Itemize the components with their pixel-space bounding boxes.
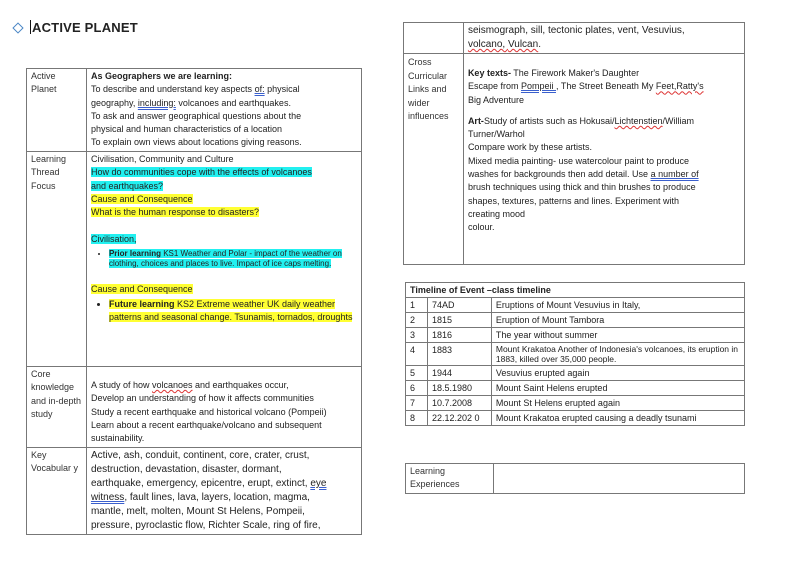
geo-line [91,83,357,96]
timeline-row [406,328,745,343]
text: KS2 Extreme weather UK daily weather patterns and seasonal change. Tsunamis, tornados, droughts [108,299,353,323]
row-learning-thread [27,152,362,367]
timeline-event: Mount St Helens erupted again [491,396,744,411]
key-texts-line [468,80,740,93]
text: Key texts- [467,68,511,78]
vocab-line: Active, ash, conduit, continent, core, crater, crust, [90,450,310,461]
text: washes for backgrounds then add detail. Use [467,169,651,180]
timeline-event: Eruption of Mount Tambora [491,313,744,328]
right-cross-curricular-table [403,22,745,265]
grammar-flag: of: [254,84,265,95]
text: The Firework Maker's Daughter [510,68,640,78]
text: /William [662,115,695,126]
thread-question [91,166,357,179]
spell-flag: volcanoes [152,380,193,390]
timeline-header: Timeline of Event –class timeline [406,283,745,298]
thread-line: Civilisation, Community and Culture [90,154,234,164]
timeline-date: 10.7.2008 [427,396,491,411]
timeline-date: 74AD [427,298,491,313]
left-topic-table [26,68,362,535]
thread-line [91,193,357,206]
thread-question [91,180,357,193]
text: Art- [467,115,484,126]
cause-heading [91,283,357,296]
core-line: sustainability. [90,433,145,444]
timeline-number: 3 [406,328,428,343]
future-learning-list [91,298,357,325]
civilisation-heading [91,233,357,246]
timeline-event: Vesuvius erupted again [491,366,744,381]
timeline-table [405,282,745,426]
row-vocab-continued [404,23,745,54]
core-line: Learn about a recent earthquake/volcano and subsequent [90,419,322,430]
art-line: shapes, textures, patterns and lines. Experiment with [467,195,680,206]
row-key-vocabulary [27,448,362,535]
learning-experiences-table [405,463,745,494]
timeline-header-row [406,283,745,298]
timeline-number: 2 [406,313,428,328]
text: and earthquakes occur, [192,380,289,390]
vocab-line: destruction, devastation, disaster, dormant, [90,464,282,475]
text: KS1 Weather and Polar - impact of the weather on clothing, choices and places to live. Impact of ice caps melting. [108,248,342,268]
text: Future learning [108,299,175,310]
timeline-number: 6 [406,381,428,396]
cell-vocab-continued [463,23,744,54]
core-line: Study a recent earthquake and historical volcano (Pompeii) [90,406,327,417]
timeline-row [406,381,745,396]
timeline-event: Eruptions of Mount Vesuvius in Italy, [491,298,744,313]
spell-flag: Vulcan [507,39,539,50]
timeline-event: Mount Krakatoa erupted causing a deadly tsunami [491,411,744,426]
highlight [109,299,353,322]
timeline-event: Mount Krakatoa Another of Indonesia's volcanoes, its eruption in 1883, killed over 35,000 people. [491,343,744,366]
text: To describe and understand key aspects [90,84,255,95]
title-text: ACTIVE PLANET [32,20,138,35]
key-texts-line: Big Adventure [467,94,524,105]
grammar-flag: witness [90,492,125,503]
timeline-body [406,298,745,426]
timeline-row [406,396,745,411]
vocab-line: seismograph, sill, tectonic plates, vent, Vesuvius, [467,25,685,36]
document-title[interactable] [30,20,138,35]
timeline-row [406,298,745,313]
thread-line [91,206,357,219]
cell-label-learning-thread: Learning Thread Focus [27,152,87,367]
cell-core-knowledge [86,367,361,448]
highlight: How do communities cope with the effects of volcanoes [90,167,312,178]
vocab-line [468,38,740,52]
art-line: creating mood [467,208,525,219]
row-active-planet [27,69,362,152]
timeline-number: 7 [406,396,428,411]
cell-label-key-vocab: Key Vocabular y [27,448,87,535]
highlight: What is the human response to disasters? [90,207,260,218]
timeline-number: 5 [406,366,428,381]
title-row [14,20,138,35]
art-line: colour. [467,222,495,233]
highlight: Civilisation, [90,234,137,245]
text: Study of artists such as Hokusai/ [483,115,615,126]
highlight [109,249,342,268]
geo-line: To explain own views about locations giving reasons. [90,137,302,148]
text: Escape from [467,81,521,92]
timeline-number: 8 [406,411,428,426]
art-line: Compare work by these artists. [467,142,592,153]
list-item [109,249,357,269]
timeline-date: 1883 [427,343,491,366]
spell-flag: volcano, [467,39,508,50]
spell-flag: Feet,Ratty's [655,81,704,92]
grammar-flag: eye [310,478,327,489]
geo-line: To ask and answer geographical questions about the [90,110,302,121]
prior-learning-list [91,249,357,269]
vocab-line: mantle, melt, molten, Mount St Helens, Pompeii, [90,506,305,517]
timeline-date: 22.12.202 0 [427,411,491,426]
art-line: Mixed media painting- use watercolour paint to produce [467,155,690,166]
grammar-flag: a number of [650,169,699,180]
cell-cross-curricular [463,54,744,265]
vocab-line [91,491,357,505]
timeline-date: 1816 [427,328,491,343]
text: volcanoes and earthquakes. [175,97,291,108]
text: . [538,39,541,50]
timeline-row [406,343,745,366]
cell-label-core-knowledge: Core knowledge and in-depth study [27,367,87,448]
art-line [468,115,740,128]
cell-learning-experiences[interactable] [493,464,744,494]
cell-label-learning-experiences: Learning Experiences [406,464,494,494]
cell-learning-thread [86,152,361,367]
grammar-flag: including: [137,97,176,108]
timeline-row [406,366,745,381]
text: Prior learning [108,248,161,258]
list-item [109,298,357,325]
grammar-flag: Pompeii [520,81,556,92]
core-line: Develop an understanding of how it affects communities [90,393,314,404]
timeline-number: 4 [406,343,428,366]
text: physical [264,84,300,95]
timeline-number: 1 [406,298,428,313]
timeline-date: 1815 [427,313,491,328]
timeline-date: 18.5.1980 [427,381,491,396]
text: earthquake, emergency, epicentre, erupt, extinct, [90,478,311,489]
geo-line: physical and human characteristics of a location [90,124,283,135]
timeline-event: The year without summer [491,328,744,343]
text: geography, [90,97,138,108]
cell-key-vocab [86,448,361,535]
cell-label-cross-curricular: Cross Curricular Links and wider influences [404,54,464,265]
row-core-knowledge [27,367,362,448]
art-line: brush techniques using thick and thin brushes to produce [467,182,696,193]
timeline-row [406,411,745,426]
cell-label-active-planet: Active Planet [27,69,87,152]
timeline-event: Mount Saint Helens erupted [491,381,744,396]
row-learning-experiences [406,464,745,494]
cell-empty [404,23,464,54]
spell-flag: Lichtenstien [614,115,663,126]
highlight: and earthquakes? [90,180,164,191]
text: A study of how [90,380,152,390]
core-line [91,379,357,392]
geographers-heading: As Geographers we are learning: [90,71,232,81]
art-line: Turner/Warhol [467,129,525,140]
highlight: Cause and Consequence [90,193,193,204]
text-cursor [30,20,31,34]
timeline-date: 1944 [427,366,491,381]
cell-geographers [86,69,361,152]
highlight: Cause and Consequence [90,283,193,294]
text: , fault lines, lava, layers, location, magma, [124,492,310,503]
diamond-bullet-icon [12,22,23,33]
vocab-line [91,477,357,491]
vocab-line: pressure, pyroclastic flow, Richter Scale, ring of fire, [90,520,321,531]
timeline-row [406,313,745,328]
geo-line [91,97,357,110]
row-cross-curricular [404,54,745,265]
art-line [468,168,740,181]
key-texts-line [468,67,740,80]
text: , The Street Beneath My [555,81,656,92]
